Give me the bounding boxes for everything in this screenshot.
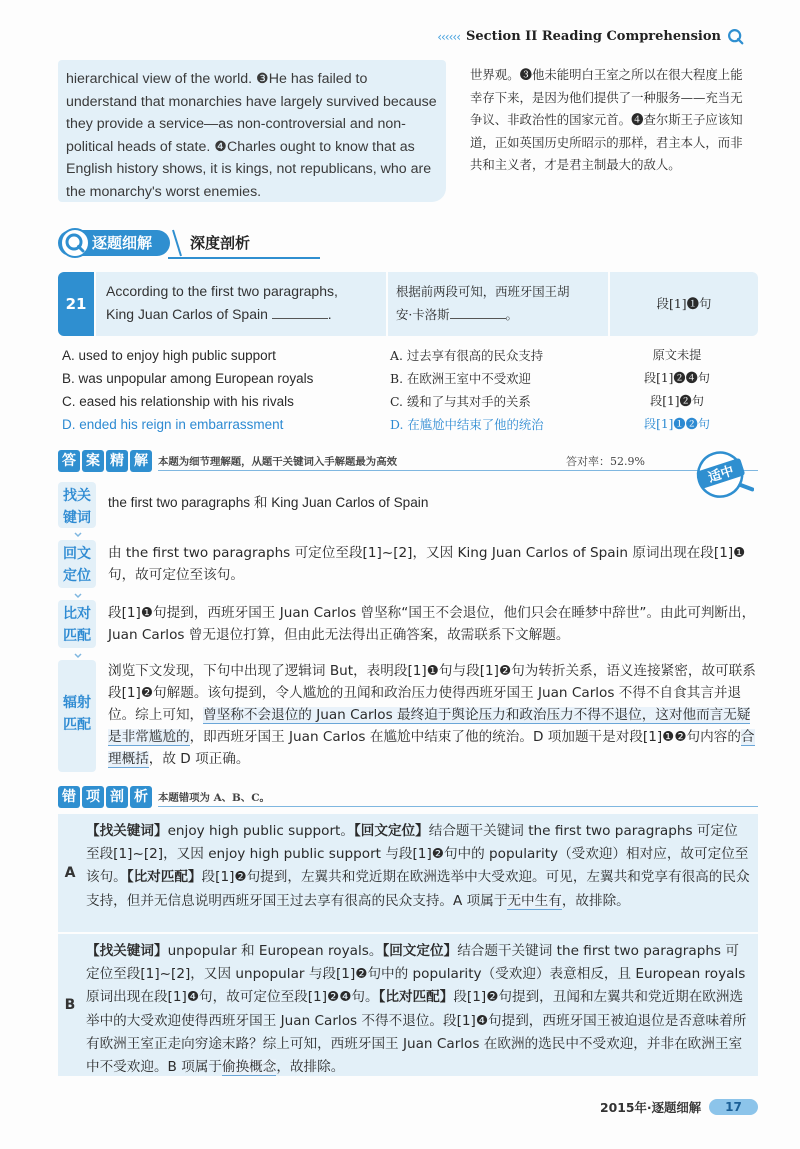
translation-text: 他未能明白王室之所以在很大程度上能幸存下来，是因为他们提供了一种服务——充当无争议、非政治性的国家元首。: [470, 67, 743, 128]
highlighted-text: 无中生有: [507, 892, 562, 909]
options-list: [62, 344, 762, 436]
passage-text: He has failed to understand that monarchies have largely survived because they provide a service—as non-controversial and non-political heads of state.: [66, 71, 437, 155]
header-title: Section II Reading Comprehension: [466, 29, 721, 44]
explanation-text: ，故排除。: [561, 892, 630, 909]
step-label: 【找关键词】: [86, 943, 168, 959]
question-stem-en: [96, 272, 386, 336]
explanation-text: enjoy high public support。: [167, 823, 354, 839]
step-find-keywords: [58, 482, 758, 528]
option-en: B. was unpopular among European royals: [62, 371, 314, 386]
bar-chip: 答: [58, 450, 80, 472]
step-text: 由 the first two paragraphs 可定位至段[1]~[2]，又因 King Juan Carlos of Spain 原词出现在段[1]❶句，故可定位至该句。: [108, 545, 746, 583]
passage-translation: [470, 64, 754, 177]
option-row-correct: [62, 413, 762, 436]
step-text: 段[1]❶句提到，西班牙国王 Juan Carlos 曾坚称“国王不会退位，他们只会在睡梦中辞世”。由此可判断出，Juan Carlos 曾无退位打算，但由此无法得出正确答案，故需联系下文解题。: [108, 605, 756, 643]
magnifier-q-icon: [60, 228, 90, 258]
stem-text: 安·卡洛斯: [396, 307, 450, 322]
answer-analysis-bar: [58, 450, 758, 472]
title-underline: [168, 257, 320, 259]
bar-note: 本题为细节理解题，从题干关键词入手解题最为高效: [158, 456, 397, 468]
question-box: [58, 272, 758, 336]
chevron-down-icon: [74, 532, 82, 538]
header-arrows: ‹‹‹‹‹‹: [437, 29, 460, 44]
step-text: [108, 660, 758, 770]
option-row: [62, 390, 762, 413]
step-text-part: 浏览下文发现，下句中出现了逻辑词 But，表明段[1]❶句与段[1]❷句为转折关系，语义连接紧密，故可联系段[1]❷句解题。该句提到，令人尴尬的丑闻和政治压力使得西班牙国王 Juan Carlos 不得不自食其言并退位。综上可知，: [108, 663, 756, 723]
step-text-part: ，即西班牙国王 Juan Carlos 在尴尬中结束了他的统治。D 项加题干是对段[1]❶❷句内容的: [189, 729, 741, 745]
bar-note: 本题错项为 A、B、C。: [158, 792, 270, 804]
section-heading: [58, 228, 758, 262]
option-en: D. ended his reign in embarrassment: [62, 417, 284, 432]
bar-chip: 剖: [106, 786, 128, 808]
explanation-text: 结合题干关键词 the first two paragraphs 可定位至段[1]~[2]，又因 unpopular 与段[1]❷句中的 popularity（受欢迎）表意相反，且 European royals 原词出现在段[1]❹句，故可定位至段[1]❷❹句。: [86, 943, 746, 1006]
bar-chip: 析: [130, 786, 152, 808]
explanation-text: unpopular 和 European royals。: [167, 943, 383, 959]
stem-text: King Juan Carlos of Spain: [106, 306, 272, 322]
explanation-text: ，故排除。: [276, 1059, 345, 1076]
highlighted-text: 曾坚称不会退位的 Juan Carlos 最终迫于舆论压力和政治压力不得不退位，这对他而言无疑是非常尴尬的: [108, 707, 751, 745]
wrong-option-b: [58, 934, 758, 1076]
option-location: 原文未提: [652, 348, 702, 362]
question-number: 21: [58, 272, 94, 336]
wrong-explanation: [86, 814, 758, 917]
explanation-text: 段[1]❷句提到，丑闻和左翼共和党近期在欧洲选举中的大受欢迎使得西班牙国王 Juan Carlos 不得不退位。段[1]❹句提到，西班牙国王被迫退位是否意味着所有欧洲王室正走向穷途末路？综上可知，西班牙国王 Juan Carlos 在欧洲的选民中不受欢迎，并非在欧洲王室中不受欢迎。B 项属于: [86, 989, 747, 1076]
step-match: [58, 600, 758, 648]
passage-text: Charles ought to know that as English history shows, it is kings, not republicans, who are the monarchy's worst enemies.: [66, 138, 432, 200]
bar-chip: 解: [130, 450, 152, 472]
magnifier-q-icon: [727, 28, 744, 45]
option-en: A. used to enjoy high public support: [62, 348, 276, 363]
section-title: 逐题细解: [58, 230, 170, 256]
stem-line: [106, 303, 376, 326]
answer-blank: [450, 306, 506, 319]
page-number: 17: [709, 1099, 758, 1115]
sentence-number: ❸: [256, 71, 269, 87]
option-en: C. eased his relationship with his rivals: [62, 394, 294, 409]
option-row: [62, 344, 762, 367]
step-tag: 辐射匹配: [58, 660, 96, 772]
stem-line: According to the first two paragraphs,: [106, 283, 338, 299]
step-label: 【回文定位】: [382, 943, 458, 959]
option-zh: B. 在欧洲王室中不受欢迎: [390, 371, 531, 386]
page-footer: [600, 1098, 758, 1116]
bar-chip: 错: [58, 786, 80, 808]
explanation-text: 结合题干关键词 the first two paragraphs 可定位至段[1]~[2]，又因 enjoy high public support 与段[1]❷句中的 popularity（受欢迎）相对应，故可定位至该句。: [86, 823, 749, 886]
explanation-text: 段[1]❷句提到，左翼共和党近期在欧洲选举中大受欢迎。可见，左翼共和党享有很高的民众支持，但并无信息说明西班牙国王过去享有很高的民众支持。A 项属于: [86, 869, 750, 909]
step-text-part: ，故 D 项正确。: [148, 751, 250, 767]
wrong-option-a: [58, 814, 758, 932]
page-header: [437, 28, 744, 45]
step-label: 【比对匹配】: [126, 869, 202, 886]
wrong-option-bar: [58, 786, 758, 808]
stem-text: 。: [505, 307, 518, 322]
passage-excerpt: [58, 60, 446, 202]
step-radiate-match: [58, 660, 758, 772]
wrong-explanation: [86, 934, 758, 1083]
stem-text: .: [327, 306, 332, 322]
step-label: 【回文定位】: [353, 823, 429, 839]
chevron-down-icon: [74, 653, 82, 659]
option-location: 段[1]❶❷句: [643, 417, 710, 431]
bar-line: [158, 806, 758, 807]
stem-line: [396, 303, 600, 326]
option-location: 段[1]❷❹句: [643, 371, 710, 385]
question-stem-zh: [388, 272, 608, 336]
bar-chip: 精: [106, 450, 128, 472]
bar-chip: 项: [82, 786, 104, 808]
step-tag: 找关键词: [58, 482, 96, 528]
footer-text: 2015年·逐题细解: [600, 1100, 702, 1115]
option-zh: C. 缓和了与其对手的关系: [390, 394, 531, 409]
step-label: 【比对匹配】: [378, 989, 454, 1006]
translation-text: 查尔斯王子应该知道，正如英国历史所昭示的那样，君主本人，而非共和主义者，才是君主制最大的敌人。: [470, 112, 743, 173]
question-location: 段[1]❶句: [610, 272, 758, 336]
step-locate: [58, 540, 758, 588]
option-zh: D. 在尴尬中结束了他的统治: [390, 417, 544, 432]
step-tag: 比对匹配: [58, 600, 96, 648]
stem-line: 根据前两段可知，西班牙国王胡: [396, 284, 570, 299]
bar-line: [158, 470, 758, 471]
translation-text: 世界观。: [470, 67, 520, 82]
passage-text: hierarchical view of the world.: [66, 71, 257, 87]
step-label: 【找关键词】: [86, 823, 168, 839]
step-tag: 回文定位: [58, 540, 96, 588]
sentence-number: ❹: [631, 112, 644, 128]
answer-blank: [272, 306, 328, 319]
step-text: the first two paragraphs 和 King Juan Carlos of Spain: [108, 495, 429, 510]
option-letter: A: [64, 865, 76, 881]
sentence-number: ❹: [214, 138, 228, 155]
option-letter: B: [64, 997, 76, 1013]
correct-rate: 答对率：52.9%: [566, 455, 645, 468]
difficulty-stamp-text: 适中: [706, 463, 736, 486]
section-subtitle: 深度剖析: [190, 234, 251, 252]
chevron-down-icon: [74, 593, 82, 599]
bar-chip: 案: [82, 450, 104, 472]
option-location: 段[1]❷句: [650, 394, 704, 408]
sentence-number: ❸: [519, 67, 532, 82]
highlighted-text: 偷换概念: [222, 1059, 277, 1076]
highlighted-text: 合理概括: [108, 729, 755, 767]
option-zh: A. 过去享有很高的民众支持: [390, 348, 544, 363]
option-row: [62, 367, 762, 390]
